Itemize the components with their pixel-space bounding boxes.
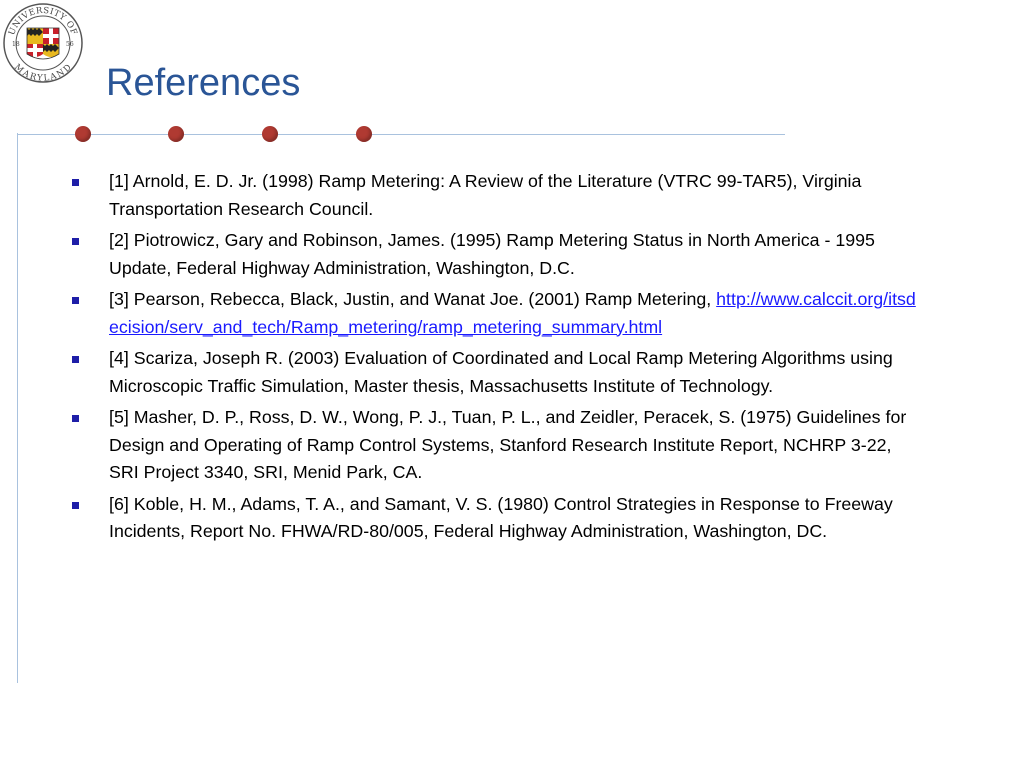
logo-bottom-text: MARYLAND — [12, 62, 74, 84]
title-rule-line — [17, 134, 785, 135]
reference-item — [72, 168, 924, 223]
reference-text: [2] Piotrowicz, Gary and Robinson, James. (1995) Ramp Metering Status in North America - 1995 Update, Federal Highway Administration, Washington, D.C. — [109, 230, 875, 278]
reference-text: [6] Koble, H. M., Adams, T. A., and Samant, V. S. (1980) Control Strategies in Response to Freeway Incidents, Report No. FHWA/RD-80/005, Federal Highway Administration, Washington, DC. — [109, 493, 893, 541]
left-rule-line — [17, 133, 18, 683]
logo-year-right: 56 — [66, 41, 74, 48]
university-seal-logo — [2, 2, 84, 84]
square-bullet-icon — [72, 502, 79, 509]
slide-title: References — [106, 62, 301, 104]
logo-year-left: 18 — [12, 41, 20, 48]
logo-top-text: UNIVERSITY OF — [7, 5, 79, 37]
reference-item — [72, 345, 924, 400]
decor-dot — [75, 126, 91, 142]
reference-item — [72, 227, 924, 282]
reference-text: [5] Masher, D. P., Ross, D. W., Wong, P. J., Tuan, P. L., and Zeidler, Peracek, S. (1975) Guidelines for Design and Operating of Ramp Control Systems, Stanford Research Institute Report, NCHRP 3-22, SRI Project 3340, SRI, Menid Park, CA. — [109, 407, 907, 482]
square-bullet-icon — [72, 415, 79, 422]
decor-dot — [356, 126, 372, 142]
square-bullet-icon — [72, 356, 79, 363]
reference-item — [72, 404, 924, 487]
reference-list — [72, 168, 924, 550]
reference-text: [3] Pearson, Rebecca, Black, Justin, and Wanat Joe. (2001) Ramp Metering, — [109, 289, 717, 309]
reference-text: [1] Arnold, E. D. Jr. (1998) Ramp Metering: A Review of the Literature (VTRC 99-TAR5), Virginia Transportation Research Council. — [109, 171, 862, 219]
square-bullet-icon — [72, 179, 79, 186]
reference-item — [72, 286, 924, 341]
reference-text: [4] Scariza, Joseph R. (2003) Evaluation of Coordinated and Local Ramp Metering Algorithms using Microscopic Traffic Simulation, Master thesis, Massachusetts Institute of Technology. — [109, 348, 893, 396]
decor-dot — [262, 126, 278, 142]
square-bullet-icon — [72, 238, 79, 245]
reference-link[interactable]: http://www.calccit.org/itsdecision/serv_and_tech/Ramp_metering/ramp_metering_summary.html — [109, 289, 916, 337]
decor-dot — [168, 126, 184, 142]
square-bullet-icon — [72, 297, 79, 304]
reference-item — [72, 491, 924, 546]
